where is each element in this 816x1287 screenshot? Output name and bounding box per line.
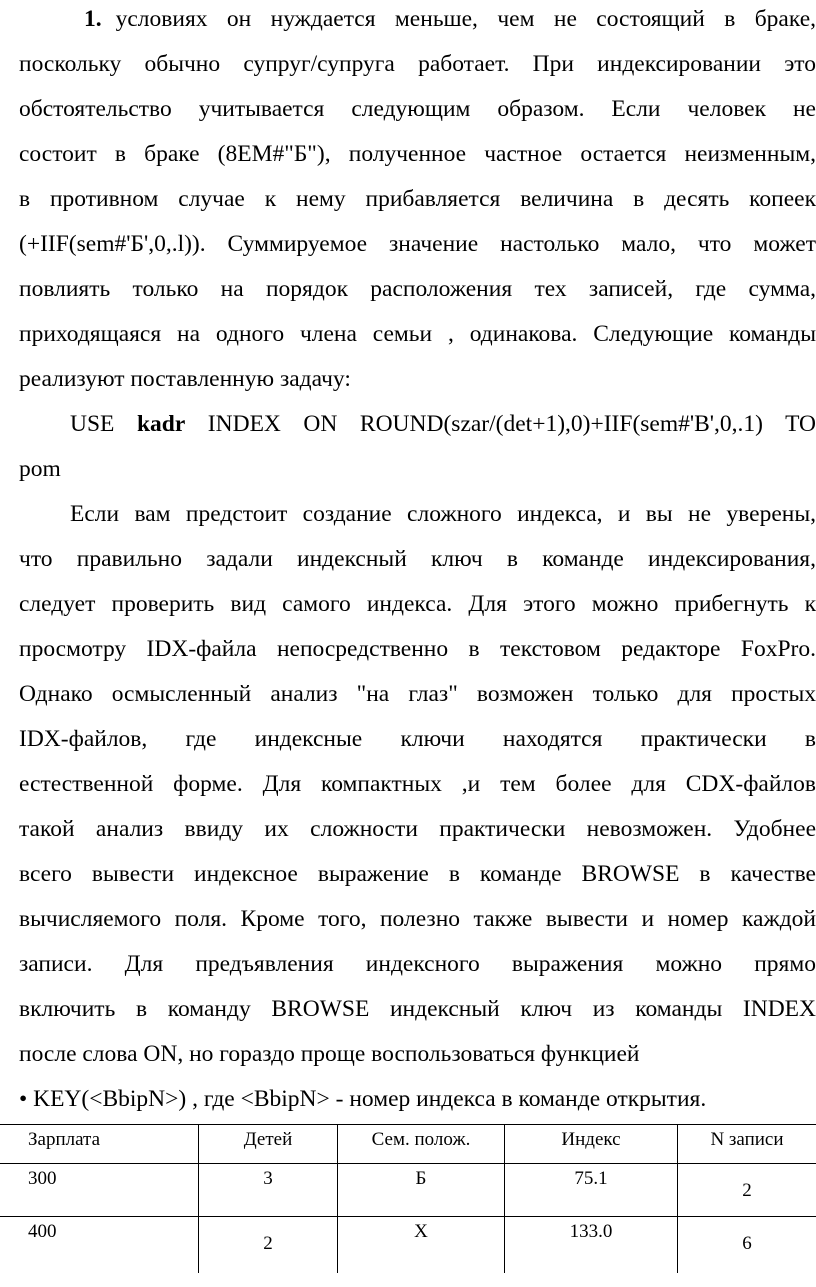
table-cell: Х: [338, 1217, 505, 1274]
text-line: всего вывести индексное выражение в команде BROWSE в качестве: [19, 861, 816, 887]
text-line: в противном случае к нему прибавляется величина в десять копеек: [19, 186, 816, 212]
text-line: вычисляемого поля. Кроме того, полезно также вывести и номер каждой: [19, 906, 816, 932]
records-table: [0, 1124, 816, 1273]
table-cell: 75.1: [505, 1164, 678, 1217]
column-header: Детей: [199, 1125, 338, 1164]
table-cell: 400: [0, 1217, 199, 1274]
text-line: такой анализ ввиду их сложности практически невозможен. Удобнее: [19, 816, 816, 842]
table-cell: 6: [678, 1217, 816, 1274]
text-line: включить в команду BROWSE индексный ключ из команды INDEX: [19, 996, 816, 1022]
code-line-continuation: pom: [19, 456, 61, 482]
text-line: Если вам предстоит создание сложного индекса, и вы не уверены,: [70, 501, 816, 527]
text-line: IDX-файлов, где индексные ключи находятся практически в: [19, 726, 816, 752]
text-line: следует проверить вид самого индекса. Для этого можно прибегнуть к: [19, 591, 816, 617]
table-cell: 2: [199, 1217, 338, 1274]
table-cell: 3: [199, 1164, 338, 1217]
table-cell: 300: [0, 1164, 199, 1217]
text-line: (+IIF(sem#'Б',0,.l)). Суммируемое значение настолько мало, что может: [19, 231, 816, 257]
text-line: записи. Для предъявления индексного выражения можно прямо: [19, 951, 816, 977]
text-line: естественной форме. Для компактных ,и тем более для CDX-файлов: [19, 771, 816, 797]
table-cell: Б: [338, 1164, 505, 1217]
text-line: реализуют поставленную задачу:: [19, 366, 351, 392]
table-cell: 133.0: [505, 1217, 678, 1274]
text-line: обстоятельство учитывается следующим образом. Если человек не: [19, 96, 816, 122]
text-line: просмотру IDX-файла непосредственно в текстовом редакторе FoxPro.: [19, 636, 816, 662]
code-line: USE kadr INDEX ON ROUND(szar/(det+1),0)+IIF(sem#'В',0,.1) TO: [70, 411, 816, 437]
text-line: после слова ON, но гораздо проще воспользоваться функцией: [19, 1041, 640, 1067]
table-header-row: [0, 1125, 816, 1164]
text-line: поскольку обычно супруг/супруга работает. При индексировании это: [19, 51, 816, 77]
text-line: повлиять только на порядок расположения тех записей, где сумма,: [19, 276, 816, 302]
table-cell: 2: [678, 1164, 816, 1217]
text-line: состоит в браке (8ЕМ#"Б"), полученное частное остается неизменным,: [19, 141, 816, 167]
bullet-item: • KEY(<BbipN>) , где <BbipN> - номер индекса в команде открытия.: [19, 1086, 707, 1112]
table-row: [0, 1217, 816, 1274]
text-line: Однако осмысленный анализ "на глаз" возможен только для простых: [19, 681, 816, 707]
column-header: Зарплата: [0, 1125, 199, 1164]
text-line: приходящаяся на одного члена семьи , одинакова. Следующие команды: [19, 321, 816, 347]
text-line: что правильно задали индексный ключ в команде индексирования,: [19, 546, 816, 572]
table-row: [0, 1164, 816, 1217]
column-header: N записи: [678, 1125, 816, 1164]
column-header: Индекс: [505, 1125, 678, 1164]
code-table-name: kadr: [136, 411, 186, 437]
text-line: 1. условиях он нуждается меньше, чем не состоящий в браке,: [84, 6, 816, 32]
column-header: Сем. полож.: [338, 1125, 505, 1164]
list-number: 1.: [84, 6, 102, 32]
